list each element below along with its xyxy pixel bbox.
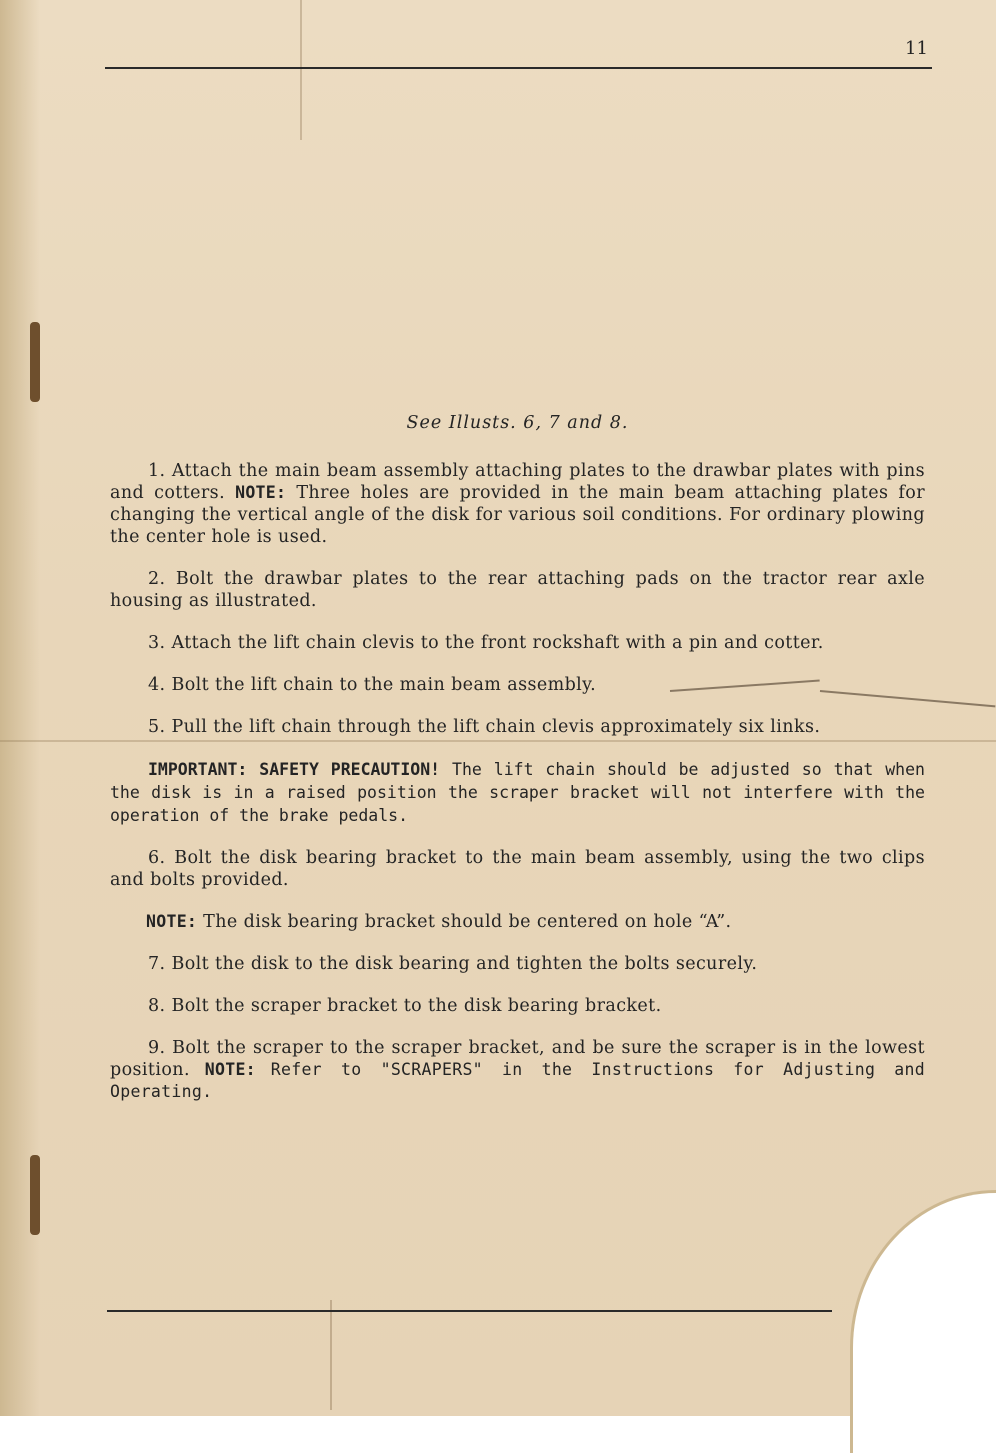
important-label: IMPORTANT: SAFETY PRECAUTION! [148,760,441,779]
vertical-fold-crease-top [300,0,302,140]
step-4: 4. Bolt the lift chain to the main beam assembly. [148,675,597,695]
important-safety-note [110,758,925,827]
vertical-fold-crease-bottom [330,1300,332,1410]
step-1-note-label: NOTE: [235,483,287,502]
staple-mark-bottom [30,1155,40,1235]
step-5: 5. Pull the lift chain through the lift chain clevis approximately six links. [148,717,821,737]
instructions-body [110,412,925,1123]
step-1-note-text: Three holes are provided in the main beam attaching plates for changing the vertical angle of the disk for various soil conditions. For ordinary plowing the center hole is used. [110,483,925,547]
footer-rule [107,1310,832,1312]
note-disk-bearing [110,911,925,933]
step-8: 8. Bolt the scraper bracket to the disk bearing bracket. [148,996,662,1016]
step-3: 3. Attach the lift chain clevis to the front rockshaft with a pin and cotter. [148,633,824,653]
page-number: 11 [905,38,928,59]
step-9 [110,1037,925,1103]
important-text: The lift chain should be adjusted so that when the disk is in a raised position the scraper bracket will not interfere with the operation of the brake pedals. [110,760,925,825]
header-rule [105,67,932,69]
step-9-note-text: Refer to "SCRAPERS" in the Instructions for Adjusting and Operating. [110,1060,925,1101]
step-1 [110,460,925,548]
staple-mark-top [30,322,40,402]
step-2: 2. Bolt the drawbar plates to the rear attaching pads on the tractor rear axle housing as illustrated. [110,569,925,611]
illustration-reference: See Illusts. 6, 7 and 8. [406,413,629,433]
step-9-text: 9. Bolt the scraper to the scraper bracket, and be sure the scraper is in the lowest position. [110,1038,925,1080]
step-9-note-label: NOTE: [204,1060,256,1079]
step-1-text: 1. Attach the main beam assembly attaching plates to the drawbar plates with pins and cotters. [110,461,925,503]
note-text: The disk bearing bracket should be centered on hole “A”. [203,912,732,932]
step-7: 7. Bolt the disk to the disk bearing and tighten the bolts securely. [148,954,758,974]
step-6: 6. Bolt the disk bearing bracket to the main beam assembly, using the two clips and bolts provided. [110,848,925,890]
note-label: NOTE: [146,912,198,931]
